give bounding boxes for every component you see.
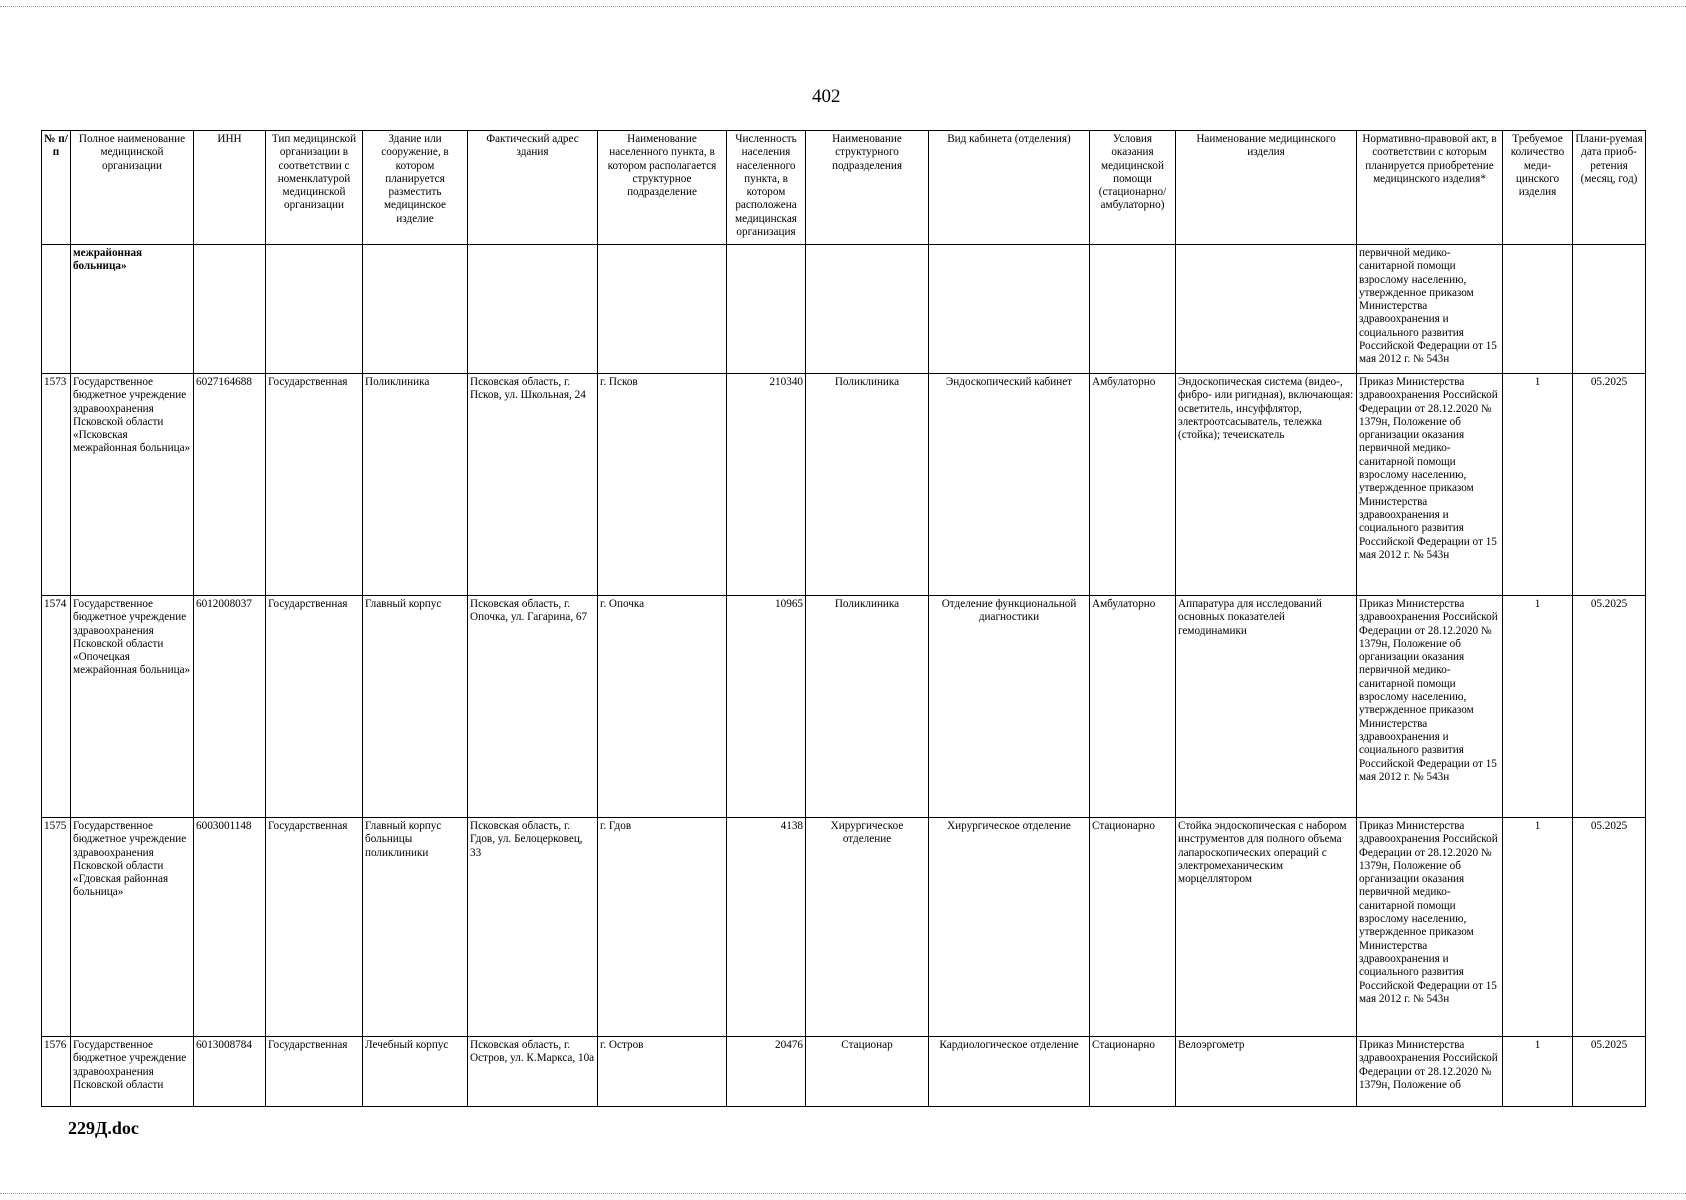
- table-row-continuation: [42, 245, 1646, 374]
- cell-org: межрайонная больница»: [71, 245, 194, 374]
- cell-device: Велоэргометр: [1176, 1037, 1357, 1107]
- header-conditions: Условия оказания медицинской помощи (стационарно/ амбулаторно): [1090, 131, 1176, 245]
- cell-quantity: 1: [1503, 1037, 1573, 1107]
- cell-building: Главный корпус: [363, 596, 468, 818]
- cell-date: 05.2025: [1573, 818, 1646, 1037]
- header-quantity: Требуемое количество меди-цинского изделия: [1503, 131, 1573, 245]
- cell-org: Государственное бюджетное учреждение здравоохранения Псковской области «Псковская межрайонная больница»: [71, 374, 194, 596]
- cell-org: Государственное бюджетное учреждение здравоохранения Псковской области «Опочецкая межрайонная больница»: [71, 596, 194, 818]
- cell-org: Государственное бюджетное учреждение здравоохранения Псковской области: [71, 1037, 194, 1107]
- cell-inn: 6013008784: [194, 1037, 266, 1107]
- cell-population: [727, 245, 806, 374]
- cell-type: Государственная: [266, 374, 363, 596]
- cell-population: 20476: [727, 1037, 806, 1107]
- header-building: Здание или сооружение, в котором планируется разместить медицинское изделие: [363, 131, 468, 245]
- cell-building: Лечебный корпус: [363, 1037, 468, 1107]
- scan-edge-top: [0, 6, 1686, 7]
- table-row: [42, 596, 1646, 818]
- cell-date: [1573, 245, 1646, 374]
- cell-act: первичной медико-санитарной помощи взрослому населению, утвержденное приказом Министерства здравоохранения и социального развития Российской Федерации от 15 мая 2012 г. № 543н: [1357, 245, 1503, 374]
- cell-act: Приказ Министерства здравоохранения Российской Федерации от 28.12.2020 № 1379н, Положение об организации оказания первичной медико-санитарной помощи взрослому населению, утвержденное приказом Министерства здравоохранения и социального развития Российской Федерации от 15 мая 2012 г. № 543н: [1357, 596, 1503, 818]
- cell-settlement: г. Опочка: [598, 596, 727, 818]
- cell-type: Государственная: [266, 818, 363, 1037]
- cell-population: 210340: [727, 374, 806, 596]
- cell-date: 05.2025: [1573, 1037, 1646, 1107]
- cell-device: Аппаратура для исследований основных показателей гемодинамики: [1176, 596, 1357, 818]
- header-device: Наименование медицинского изделия: [1176, 131, 1357, 245]
- cell-cabinet: Эндоскопический кабинет: [929, 374, 1090, 596]
- cell-conditions: Стационарно: [1090, 1037, 1176, 1107]
- cell-num: 1574: [42, 596, 71, 818]
- file-label: 229Д.doc: [68, 1118, 139, 1138]
- cell-type: Государственная: [266, 596, 363, 818]
- cell-quantity: 1: [1503, 818, 1573, 1037]
- cell-building: Главный корпус больницы поликлиники: [363, 818, 468, 1037]
- cell-cabinet: Отделение функциональной диагностики: [929, 596, 1090, 818]
- cell-cabinet: Хирургическое отделение: [929, 818, 1090, 1037]
- table-row: [42, 818, 1646, 1037]
- cell-address: Псковская область, г. Гдов, ул. Белоцерковец, 33: [468, 818, 598, 1037]
- cell-settlement: г. Остров: [598, 1037, 727, 1107]
- equipment-table: [41, 130, 1646, 1107]
- cell-cabinet: [929, 245, 1090, 374]
- cell-building: [363, 245, 468, 374]
- cell-device: Эндоскопическая система (видео-, фибро- или ригидная), включающая: осветитель, инсуффлятор, электроотсасыватель, тележка (стойка); течеискатель: [1176, 374, 1357, 596]
- cell-subdivision: Стационар: [806, 1037, 929, 1107]
- cell-conditions: [1090, 245, 1176, 374]
- header-settlement: Наименование населенного пункта, в котором располагается структурное подразделение: [598, 131, 727, 245]
- cell-quantity: 1: [1503, 596, 1573, 818]
- table-row: [42, 1037, 1646, 1107]
- cell-act: Приказ Министерства здравоохранения Российской Федерации от 28.12.2020 № 1379н, Положение об организации оказания первичной медико-санитарной помощи взрослому населению, утвержденное приказом Министерства здравоохранения и социального развития Российской Федерации от 15 мая 2012 г. № 543н: [1357, 818, 1503, 1037]
- cell-num: 1575: [42, 818, 71, 1037]
- cell-act: Приказ Министерства здравоохранения Российской Федерации от 28.12.2020 № 1379н, Положение об: [1357, 1037, 1503, 1107]
- cell-population: 4138: [727, 818, 806, 1037]
- cell-quantity: 1: [1503, 374, 1573, 596]
- header-num: № п/п: [42, 131, 71, 245]
- cell-address: [468, 245, 598, 374]
- cell-num: 1573: [42, 374, 71, 596]
- cell-conditions: Амбулаторно: [1090, 596, 1176, 818]
- cell-num: [42, 245, 71, 374]
- cell-subdivision: Хирургическое отделение: [806, 818, 929, 1037]
- header-date: Плани-руемая дата приоб-ретения (месяц, год): [1573, 131, 1646, 245]
- cell-org: Государственное бюджетное учреждение здравоохранения Псковской области «Гдовская районная больница»: [71, 818, 194, 1037]
- cell-date: 05.2025: [1573, 596, 1646, 818]
- cell-conditions: Амбулаторно: [1090, 374, 1176, 596]
- cell-cabinet: Кардиологическое отделение: [929, 1037, 1090, 1107]
- header-population: Численность населения населенного пункта, в котором расположена медицинская организация: [727, 131, 806, 245]
- scan-edge-bottom: [0, 1193, 1686, 1194]
- cell-conditions: Стационарно: [1090, 818, 1176, 1037]
- cell-device: [1176, 245, 1357, 374]
- cell-inn: 6003001148: [194, 818, 266, 1037]
- header-act: Нормативно-правовой акт, в соответствии с которым планируется приобретение медицинского изделия*: [1357, 131, 1503, 245]
- cell-settlement: г. Псков: [598, 374, 727, 596]
- header-org: Полное наименование медицинской организации: [71, 131, 194, 245]
- cell-settlement: [598, 245, 727, 374]
- cell-inn: [194, 245, 266, 374]
- header-subdivision: Наименование структурного подразделения: [806, 131, 929, 245]
- cell-date: 05.2025: [1573, 374, 1646, 596]
- cell-num: 1576: [42, 1037, 71, 1107]
- cell-type: [266, 245, 363, 374]
- cell-quantity: [1503, 245, 1573, 374]
- cell-subdivision: [806, 245, 929, 374]
- cell-settlement: г. Гдов: [598, 818, 727, 1037]
- page-number: 402: [812, 86, 841, 107]
- cell-subdivision: Поликлиника: [806, 374, 929, 596]
- header-type: Тип медицинской организации в соответствии с номенклатурой медицинской организации: [266, 131, 363, 245]
- table-row: [42, 374, 1646, 596]
- cell-inn: 6027164688: [194, 374, 266, 596]
- cell-type: Государственная: [266, 1037, 363, 1107]
- header-inn: ИНН: [194, 131, 266, 245]
- cell-address: Псковская область, г. Остров, ул. К.Маркса, 10а: [468, 1037, 598, 1107]
- cell-device: Стойка эндоскопическая с набором инструментов для полного объема лапароскопических операций с электромеханическим морцеллятором: [1176, 818, 1357, 1037]
- header-row: [42, 131, 1646, 245]
- cell-population: 10965: [727, 596, 806, 818]
- cell-address: Псковская область, г. Опочка, ул. Гагарина, 67: [468, 596, 598, 818]
- cell-act: Приказ Министерства здравоохранения Российской Федерации от 28.12.2020 № 1379н, Положение об организации оказания первичной медико-санитарной помощи взрослому населению, утвержденное приказом Министерства здравоохранения и социального развития Российской Федерации от 15 мая 2012 г. № 543н: [1357, 374, 1503, 596]
- header-cabinet: Вид кабинета (отделения): [929, 131, 1090, 245]
- cell-address: Псковская область, г. Псков, ул. Школьная, 24: [468, 374, 598, 596]
- cell-subdivision: Поликлиника: [806, 596, 929, 818]
- cell-building: Поликлиника: [363, 374, 468, 596]
- cell-inn: 6012008037: [194, 596, 266, 818]
- header-address: Фактический адрес здания: [468, 131, 598, 245]
